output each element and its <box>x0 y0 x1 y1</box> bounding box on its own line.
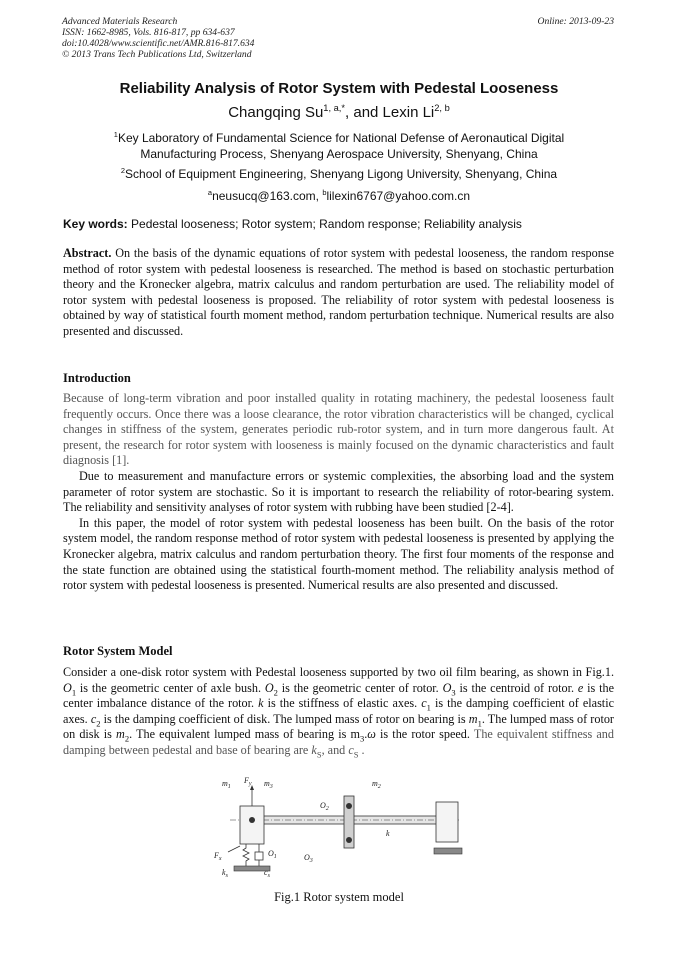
author-2: Lexin Li <box>382 104 435 121</box>
svg-text:m1: $m_1$ <box>222 779 231 790</box>
affiliation-1-line2: Manufacturing Process, Shenyang Aerospace University, Shenyang, China <box>140 147 538 161</box>
spring-ks <box>243 844 249 866</box>
keywords <box>63 217 615 231</box>
damper-cs <box>255 852 263 860</box>
center-o3 <box>346 837 352 843</box>
force-fx-arrow <box>228 846 240 852</box>
email-a: neusucq@163.com, <box>212 189 323 203</box>
email-line <box>0 188 678 204</box>
intro-paragraph-2: Due to measurement and manufacture errors or systemic complexities, the absorbing load and the system parameter of rotor system are stochastic. So it is important to research the reliability of rotor-bearing system. The reliability and sensitivity analyses of rotor system with rubbing have been studied [2-4]. <box>63 468 614 515</box>
svg-text:m2: $m_2$ <box>372 779 381 790</box>
rotor-system-figure <box>200 774 480 884</box>
author-1: Changqing Su <box>228 104 324 121</box>
keywords-text: Pedestal looseness; Rotor system; Random response; Reliability analysis <box>127 217 522 231</box>
affiliation-2-num: 2 <box>120 166 126 175</box>
svg-text:ks: $k_s$ <box>222 868 228 879</box>
journal-doi: doi:10.4028/www.scientific.net/AMR.816-817.634 <box>62 38 255 49</box>
journal-issn: ISSN: 1662-8985, Vols. 816-817, pp 634-637 <box>62 27 235 38</box>
abstract-label: Abstract. <box>63 246 112 260</box>
model-heading: Rotor System Model <box>63 644 173 658</box>
affiliation-1-line1: Key Laboratory of Fundamental Science for National Defense of Aeronautical Digital <box>117 131 565 145</box>
svg-text:m3: $m_3$ <box>264 779 273 790</box>
journal-header <box>62 16 618 60</box>
figure-caption: Fig.1 Rotor system model <box>274 890 404 904</box>
svg-text:k: k <box>386 829 390 838</box>
intro-paragraph-3: In this paper, the model of rotor system with pedestal looseness has been built. On the basis of the rotor system model, the random response method of rotor system with pedestal looseness is presented by applying the Kronecker algebra, matrix calculus and random perturbation theory. The first four moments of the response and the state function are obtained using the statistical fourth-moment method. The reliability analysis method of rotor system with pedestal looseness is presented. Numerical results are also presented and discussed. <box>63 515 614 593</box>
journal-name: Advanced Materials Research <box>62 16 178 27</box>
abstract-text: On the basis of the dynamic equations of rotor system with pedestal looseness, the random response method of rotor system with pedestal looseness is researched. The method is based on stochastic perturbation theory and the Kronecker algebra, matrix calculus and random perturbation are used. The reliability model of rotor system with pedestal looseness is proposed. The reliability of rotor system with pedestal looseness is obtained by way of statistical fourth moment method, random perturbation technique. Numerical results are also presented and discussed. <box>63 246 614 338</box>
svg-text:O1: $O_1$ <box>268 849 277 860</box>
svg-text:O2: $O_2$ <box>320 801 329 812</box>
email-b: lilexin6767@yahoo.com.cn <box>326 189 471 203</box>
keywords-label: Key words: <box>63 217 128 231</box>
intro-paragraph-1: Because of long-term vibration and poor installed quality in rotating machinery, the pedestal looseness fault frequently occurs. Once there was a loose clearance, the rotor vibration characteristics will be changed, cyclical changes in stiffness of the system, generates periodic rub-rotor system, and in turn more dangerous fault. At present, the research for rotor system with looseness is mainly focused on the dynamic characteristics and fault diagnosis [1]. <box>63 391 614 468</box>
right-bearing-base <box>434 848 462 854</box>
email-a-sup: a <box>207 188 213 197</box>
introduction-body <box>63 391 614 594</box>
online-date: Online: 2013-09-23 <box>537 16 614 27</box>
paper-title: Reliability Analysis of Rotor System with Pedestal Looseness <box>119 80 559 97</box>
affiliation-2 <box>0 166 678 182</box>
journal-copyright: © 2013 Trans Tech Publications Ltd, Switzerland <box>62 49 252 60</box>
affiliation-1 <box>0 130 678 162</box>
model-body <box>63 665 614 759</box>
center-o2 <box>346 803 352 809</box>
svg-text:Fy: $F_y$ <box>244 776 252 787</box>
introduction-heading: Introduction <box>63 371 131 385</box>
author-line <box>0 104 678 121</box>
abstract <box>63 246 614 340</box>
author-2-sup: 2, b <box>434 103 450 113</box>
author-1-sup: 1, a,* <box>323 103 346 113</box>
svg-text:O3: $O_3$ <box>304 853 313 864</box>
left-pedestal <box>240 806 264 844</box>
center-o1 <box>249 817 255 823</box>
author-separator: , and <box>345 104 383 121</box>
model-paragraph: Consider a one-disk rotor system with Pedestal looseness supported by two oil film bearing, as shown in Fig.1. $O_1$ is the geometric center of axle bush. $O_2$ is the geometric center of rotor. $O_3$ is the centroid of rotor. e is the center imbalance distance of the rotor. k is the stiffness of elastic axes. $c_1$ is the damping coefficient of elastic axes. $c_2$ is the damping coefficient of disk. The lumped mass of rotor on bearing is $m_1$. The lumped mass of rotor on disk is $m_2$. The equivalent lumped mass of bearing is $m_3.\omega$ is the rotor speed. The equivalent stiffness and damping between pedestal and base of bearing are $k_S$, and $c_S$ . <box>63 665 614 760</box>
svg-text:cs: $c_s$ <box>264 868 270 879</box>
affiliation-1-num: 1 <box>113 130 118 139</box>
svg-text:Fx: $F_x$ <box>214 851 222 862</box>
right-bearing <box>436 802 458 842</box>
affiliation-2-text: School of Equipment Engineering, Shenyang Ligong University, Shenyang, China <box>125 167 558 181</box>
email-b-sup: b <box>322 188 327 197</box>
